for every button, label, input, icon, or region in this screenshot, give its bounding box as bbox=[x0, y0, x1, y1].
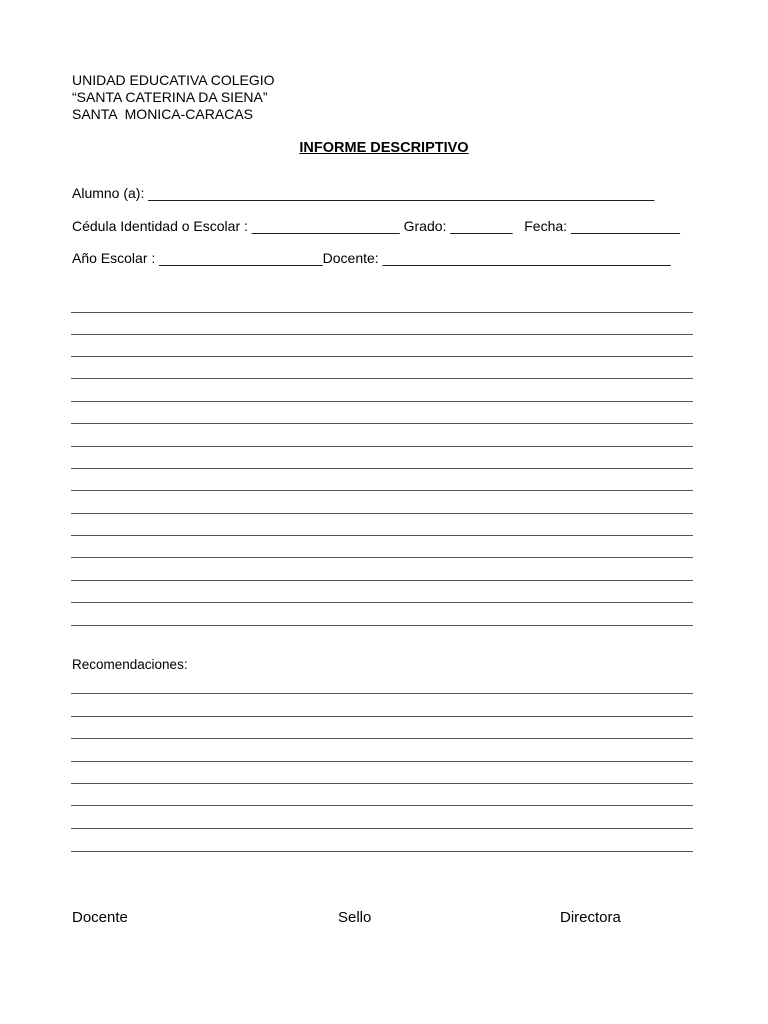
description-line[interactable] bbox=[71, 468, 693, 469]
recomendaciones-label: Recomendaciones: bbox=[72, 657, 188, 672]
description-line[interactable] bbox=[71, 378, 693, 379]
cedula-grado-fecha-field[interactable]: Cédula Identidad o Escolar : ___________________ Grado: ________ Fecha: ______________ bbox=[72, 218, 680, 234]
recommendation-line[interactable] bbox=[71, 828, 693, 829]
description-line[interactable] bbox=[71, 580, 693, 581]
recommendation-line[interactable] bbox=[71, 805, 693, 806]
description-line[interactable] bbox=[71, 356, 693, 357]
recommendation-line[interactable] bbox=[71, 851, 693, 852]
description-line[interactable] bbox=[71, 535, 693, 536]
signature-directora: Directora bbox=[560, 909, 621, 926]
recommendation-line[interactable] bbox=[71, 783, 693, 784]
recommendation-line[interactable] bbox=[71, 761, 693, 762]
document-title: INFORME DESCRIPTIVO bbox=[299, 140, 469, 156]
recommendation-line[interactable] bbox=[71, 716, 693, 717]
description-line[interactable] bbox=[71, 334, 693, 335]
description-line[interactable] bbox=[71, 312, 693, 313]
description-line[interactable] bbox=[71, 490, 693, 491]
signature-docente: Docente bbox=[72, 909, 128, 926]
description-line[interactable] bbox=[71, 446, 693, 447]
description-line[interactable] bbox=[71, 423, 693, 424]
alumno-field[interactable]: Alumno (a): _________________________________________________________________ bbox=[72, 185, 655, 201]
signature-sello: Sello bbox=[338, 909, 372, 926]
description-line[interactable] bbox=[71, 401, 693, 402]
recommendation-line[interactable] bbox=[71, 738, 693, 739]
school-header bbox=[72, 72, 275, 123]
description-line[interactable] bbox=[71, 602, 693, 603]
description-line[interactable] bbox=[71, 513, 693, 514]
school-subname-line: “SANTA CATERINA DA SIENA” bbox=[72, 89, 268, 105]
school-location-line: SANTA MONICA-CARACAS bbox=[72, 106, 253, 122]
description-line[interactable] bbox=[71, 557, 693, 558]
school-name-line: UNIDAD EDUCATIVA COLEGIO bbox=[72, 72, 275, 88]
recommendation-line[interactable] bbox=[71, 693, 693, 694]
ano-docente-field[interactable]: Año Escolar : _____________________Docente: _____________________________________ bbox=[72, 250, 671, 266]
description-line[interactable] bbox=[71, 625, 693, 626]
